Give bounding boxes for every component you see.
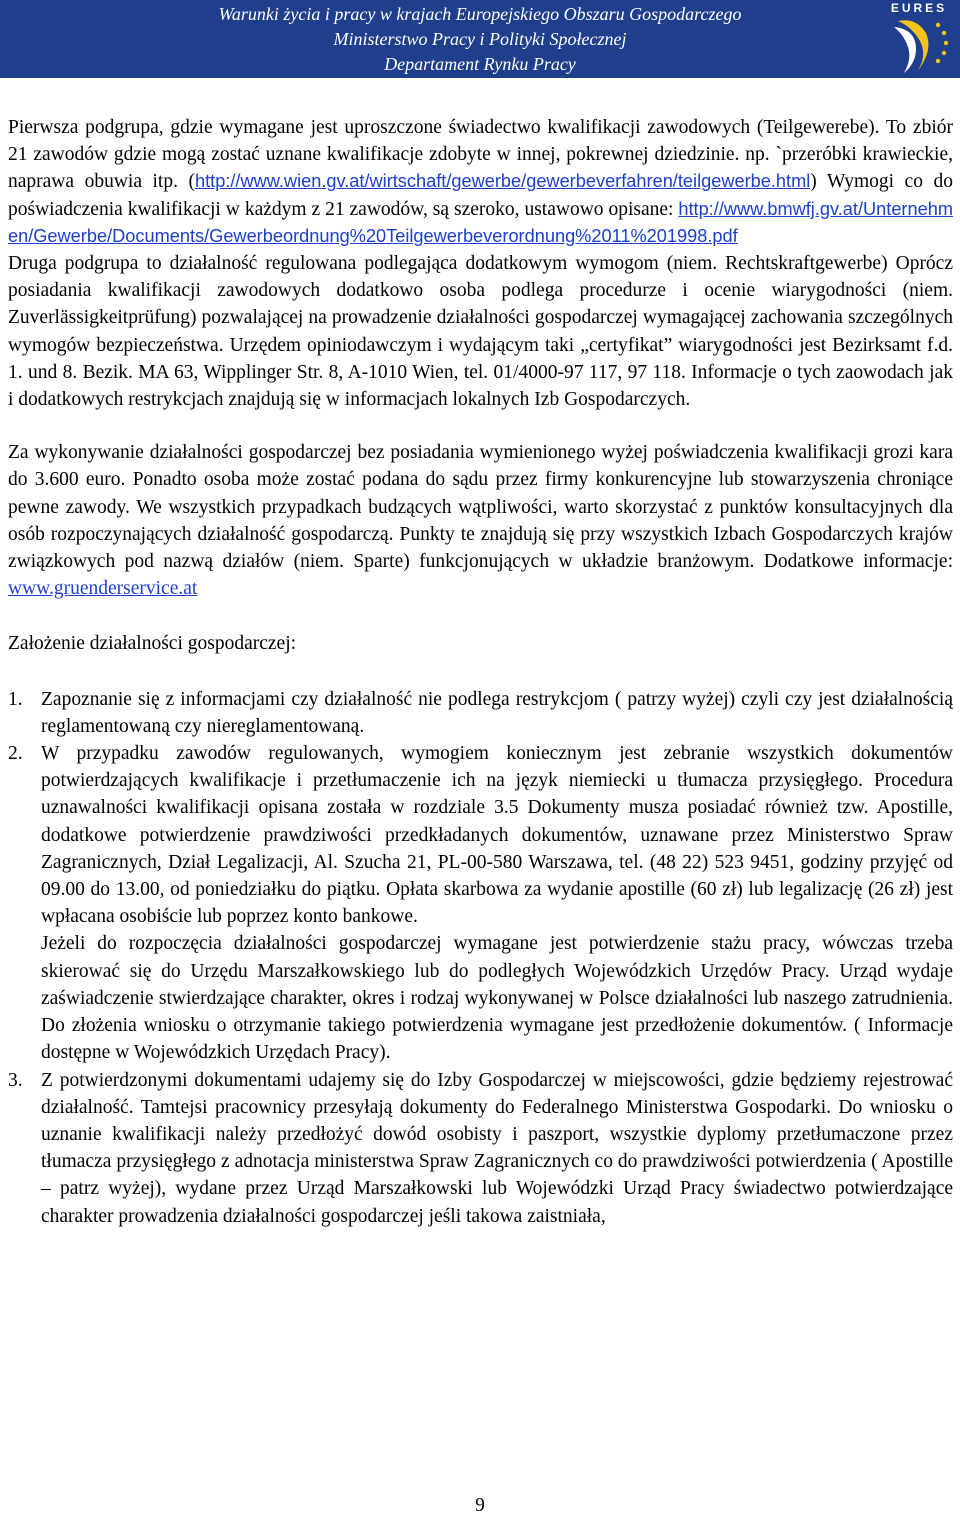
paragraph-teilgewerbe: [8, 114, 953, 250]
list-item: [8, 740, 953, 1066]
link-wien-teilgewerbe[interactable]: http://www.wien.gv.at/wirtschaft/gewerbe/gewerbeverfahren/teilgewerbe.html: [194, 171, 811, 192]
paragraph-rechtskraftgewerbe: Druga podgrupa to działalność regulowana podlegająca dodatkowym wymogom (niem. Rechtskraftgewerbe) Oprócz posiadania kwalifikacji zawodowych dodatkowo osoba podlega procedurze i ocenie wiarygodności (niem. Zuverlässigkeitprüfung) pozwalającej na prowadzenie działalności gospodarczej wymagającej zachowania szczególnych wymogów bezpieczeństwa. Urzędem opiniodawczym i wydającym taki „certyfikat” wiarygodności jest Bezirksamt f.d. 1. und 8. Bezik. MA 63, Wipplinger Str. 8, A-1010 Wien, tel. 01/4000-97 117, 97 118. Informacje o tych zaowodach jak i dodatkowych restrykcjach znajdują się w informacjach lokalnych Izb Gospodarczych.: [8, 253, 953, 411]
link-bmwfj-gewerbeordnung[interactable]: http://www.bmwfj.gv.at/Unternehmen/Gewerbe/Documents/Gewerbeordnung%20Teilgewerbeverordnung%2011%201998.pdf: [8, 198, 953, 246]
list-item-text: W przypadku zawodów regulowanych, wymogiem koniecznym jest zebranie wszystkich dokumentów potwierdzających kwalifikacje i przetłumaczenie ich na język niemiecki u tłumacza przysięgłego. Procedura uznawalności kwalifikacji opisana została w rozdziale 3.5 Dokumenty musza posiadać również tzw. Apostille, dodatkowe potwierdzenie prawdziwości przedkładanych dokumentów, uznawane przez Ministerstwo Spraw Zagranicznych, Dział Legalizacji, Al. Szucha 21, PL-00-580 Warszawa, tel. (48 22) 523 9451, godziny przyjęć od 09.00 do 13.00, od poniedziałku do piątku. Opłata skarbowa za wydanie apostille (60 zł) lub legalizację (26 zł) jest wpłacana osobiście lub poprzez konto bankowe.: [41, 743, 953, 928]
list-item-text: Jeżeli do rozpoczęcia działalności gospodarczej wymagane jest potwierdzenie stażu pracy, wówczas trzeba skierować się do Urzędu Marszałkowskiego lub do podległych Wojewódzkich Urzędów Pracy. Urząd wydaje zaświadczenie stwierdzające charakter, okres i rodzaj wykonywanej w Polsce działalności lub naszego zatrudnienia. Do złożenia wniosku o otrzymanie takiego potwierdzenia wymagane jest przedłożenie dokumentów. ( Informacje dostępne w Wojewódzkich Urzędach Pracy).: [41, 933, 953, 1064]
list-item: [8, 686, 953, 740]
header-title: Warunki życia i pracy w krajach Europejskiego Obszaru Gospodarczego: [218, 4, 742, 24]
document-body: [8, 114, 953, 1230]
list-number: 3.: [8, 1069, 23, 1091]
paragraph-penalty: [8, 439, 953, 602]
page-number: 9: [475, 1495, 485, 1516]
header-department: Departament Rynku Pracy: [384, 54, 576, 74]
paragraph-text: Pierwsza podgrupa, gdzie wymagane jest uproszczone świadectwo kwalifikacji zawodowych (Teilgewerebe). To zbiór 21 zawodów gdzie mogą zostać uznane kwalifikacje zdobyte w innej, pokrewnej dziedzinie. np. `przeróbki krawieckie, naprawa obuwia itp. (: [8, 117, 953, 193]
section-heading: Założenie działalności gospodarczej:: [8, 633, 297, 655]
header-ministry: Ministerstwo Pracy i Polityki Społecznej: [333, 29, 627, 49]
link-gruenderservice[interactable]: www.gruenderservice.at: [8, 578, 198, 600]
header-text: [150, 2, 810, 77]
list-item-text: Zapoznanie się z informacjami czy działalność nie podlega restrykcjom ( patrzy wyżej) czyli czy jest działalnością reglamentowaną czy niereglamentowaną.: [41, 688, 953, 737]
list-number: 1.: [8, 688, 23, 710]
eures-logo: [886, 1, 952, 77]
list-item: [8, 1067, 953, 1230]
list-number: 2.: [8, 743, 23, 765]
header-banner: [0, 0, 960, 78]
list-item-text: Z potwierdzonymi dokumentami udajemy się do Izby Gospodarczej w miejscowości, gdzie będziemy rejestrować działalność. Tamtejsi pracownicy przesyłają dokumenty do Federalnego Ministerstwa Gospodarki. Do wniosku o uznanie kwalifikacji należy przedłożyć dowód osobisty i paszport, wszystkie dyplomy przetłumaczone przez tłumacza przysięgłego z adnotacja ministerstwa Spraw Zagranicznych co do prawdziwości potwierdzenia ( Apostille – patrz wyżej), wydane przez Urząd Marszałkowski lub Wojewódzki Urząd Pracy świadectwo potwierdzające charakter prowadzenia działalności gospodarczej jeśli takowa zaistniała,: [41, 1069, 953, 1227]
paragraph-text: Za wykonywanie działalności gospodarczej bez posiadania wymienionego wyżej poświadczenia kwalifikacji grozi kara do 3.600 euro. Ponadto osoba może zostać podana do sądu przez firmy konkurencyjne lub stowarzyszenia chroniące pewne zawody. We wszystkich przypadkach budzących wątpliwości, warto skorzystać z punktów konsultacyjnych dla osób rozpoczynających działalność gospodarczą. Punkty te znajdują się przy wszystkich Izbach Gospodarczych krajów związkowych pod nazwą działów (niem. Sparte) funkcjonujących w układzie branżowym. Dodatkowe informacje:: [8, 442, 953, 573]
paragraph-text: ) Wymogi co do poświadczenia kwalifikacji w każdym z 21 zawodów, są szeroko, ustawowo opisane:: [8, 171, 953, 220]
eures-logo-text: EURES: [890, 1, 948, 15]
